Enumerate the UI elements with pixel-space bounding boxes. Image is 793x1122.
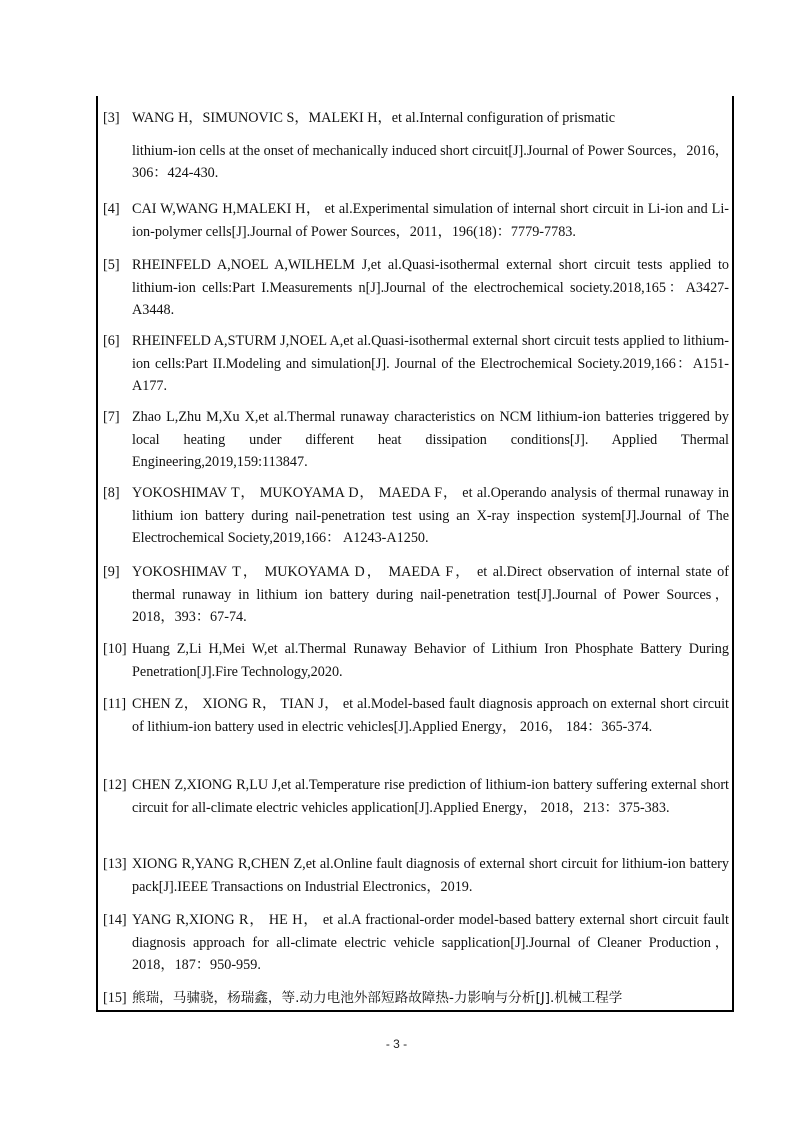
reference-number: [8] (103, 485, 120, 501)
reference-text: YOKOSHIMAV T， MUKOYAMA D， MAEDA F， et al.Operando analysis of thermal runaway in lithium ion battery during nail-penetration test using an X-ray inspection system[J].Journal of The Electrochemical Society,2019,166： A1243-A1250. (132, 485, 729, 547)
reference-number: [3] (103, 110, 120, 126)
reference-number: [13] (103, 856, 127, 872)
reference-text: Huang Z,Li H,Mei W,et al.Thermal Runaway Behavior of Lithium Iron Phosphate Battery During Penetration[J].Fire Technology,2020. (132, 641, 729, 680)
reference-13 (103, 853, 729, 898)
reference-14 (103, 909, 729, 977)
reference-text-first-line: WANG H，SIMUNOVIC S，MALEKI H，et al.Internal configuration of prismatic (132, 110, 616, 126)
reference-6 (103, 330, 729, 398)
reference-number: [5] (103, 257, 120, 273)
reference-number: [6] (103, 333, 120, 349)
page-number: - 3 - (385, 1037, 408, 1051)
reference-text: lithium-ion cells at the onset of mechanically induced short circuit[J].Journal of Power Sources，2016，306：424-430. (132, 142, 729, 182)
reference-4 (103, 198, 729, 243)
reference-number: [11] (103, 696, 127, 712)
reference-text: YOKOSHIMAV T， MUKOYAMA D， MAEDA F， et al.Direct observation of internal state of thermal runaway in lithium ion battery during nail-penetration test[J].Journal of Power Sources，2018，393：67-74. (132, 564, 729, 626)
reference-number: [9] (103, 564, 120, 580)
reference-number: [14] (103, 912, 127, 928)
reference-8 (103, 482, 729, 550)
reference-7 (103, 406, 729, 474)
reference-10 (103, 638, 729, 683)
reference-text: XIONG R,YANG R,CHEN Z,et al.Online fault diagnosis of external short circuit for lithium-ion battery pack[J].IEEE Transactions on Industrial Electronics，2019. (132, 856, 729, 895)
reference-text: CHEN Z,XIONG R,LU J,et al.Temperature rise prediction of lithium-ion battery suffering external short circuit for all-climate electric vehicles application[J].Applied Energy， 2018，213：375-383. (132, 777, 729, 816)
reference-number: [10] (103, 641, 127, 657)
reference-9 (103, 561, 729, 629)
reference-text: CAI W,WANG H,MALEKI H， et al.Experimental simulation of internal short circuit in Li-ion and Li-ion-polymer cells[J].Journal of Power Sources，2011，196(18)：7779-7783. (132, 201, 729, 240)
reference-number: [7] (103, 409, 120, 425)
reference-12 (103, 774, 729, 819)
reference-5 (103, 254, 729, 322)
reference-text: RHEINFELD A,STURM J,NOEL A,et al.Quasi-isothermal external short circuit tests applied to lithium-ion cells:Part II.Modeling and simulation[J]. Journal of the Electrochemical Society.2019,166：A151-A177. (132, 333, 729, 395)
reference-number: [4] (103, 201, 120, 217)
reference-text: Zhao L,Zhu M,Xu X,et al.Thermal runaway characteristics on NCM lithium-ion batteries triggered by local heating under different heat dissipation conditions[J]. Applied Thermal Engineering,2019,159:113847. (132, 409, 729, 471)
reference-15 (103, 987, 729, 1010)
reference-text: RHEINFELD A,NOEL A,WILHELM J,et al.Quasi-isothermal external short circuit tests applied to lithium-ion cells:Part I.Measurements n[J].Journal of the electrochemical society.2018,165：A3427-A3448. (132, 257, 729, 319)
reference-11 (103, 693, 729, 738)
reference-text: YANG R,XIONG R， HE H， et al.A fractional-order model-based battery external short circuit fault diagnosis approach for all-climate electric vehicle sapplication[J].Journal of Cleaner Production，2018，187：950-959. (132, 912, 729, 974)
reference-number: [12] (103, 777, 127, 793)
reference-text: CHEN Z， XIONG R， TIAN J， et al.Model-based fault diagnosis approach on external short circuit of lithium-ion battery used in electric vehicles[J].Applied Energy， 2016， 184：365-374. (132, 696, 729, 735)
reference-text: 熊瑞，马骕骁，杨瑞鑫，等.动力电池外部短路故障热-力影响与分析[J].机械工程学 (132, 990, 623, 1006)
reference-3 (103, 107, 729, 185)
reference-number: [15] (103, 990, 127, 1006)
